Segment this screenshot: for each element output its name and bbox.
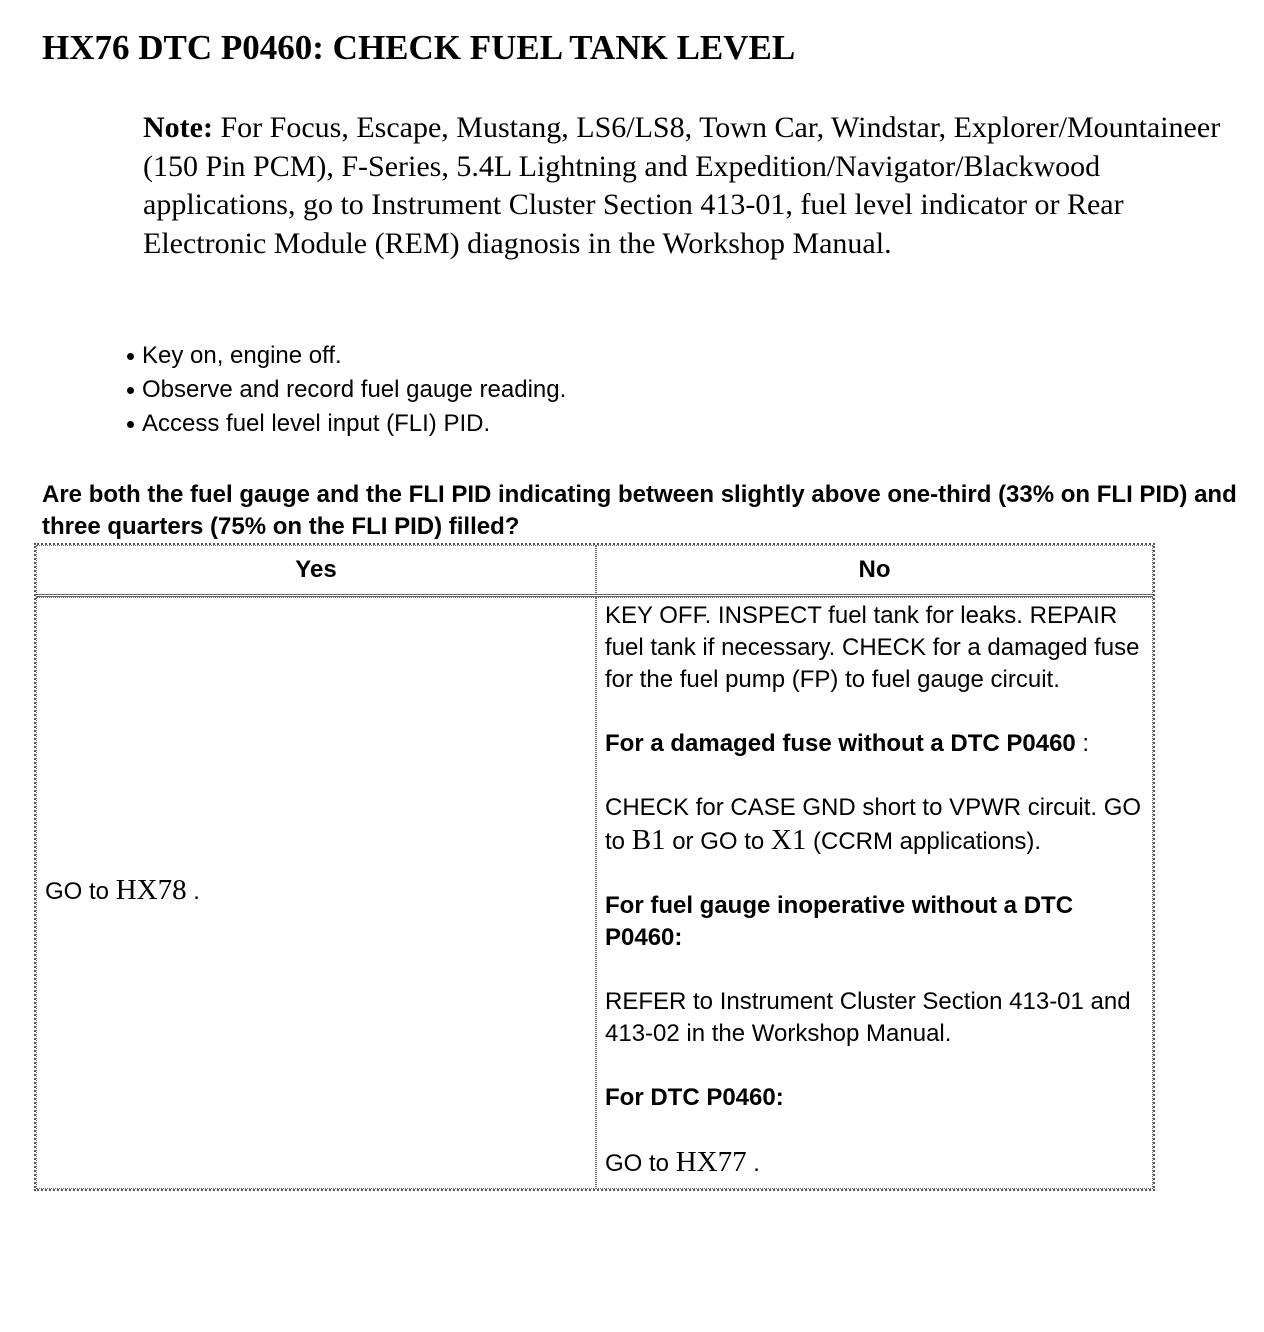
table-row bbox=[36, 597, 1153, 1189]
condition-suffix: : bbox=[1075, 730, 1090, 757]
no-step-inspect: KEY OFF. INSPECT fuel tank for leaks. REPAIR fuel tank if necessary. CHECK for a damaged fuse for the fuel pump (FP) to fuel gauge circuit. bbox=[605, 602, 1140, 693]
note-paragraph bbox=[143, 109, 1233, 263]
bullet-icon bbox=[127, 387, 134, 394]
no-step-refer: REFER to Instrument Cluster Section 413-01 and 413-02 in the Workshop Manual. bbox=[605, 988, 1131, 1047]
diagnostic-question: Are both the fuel gauge and the FLI PID indicating between slightly above one-third (33% on FLI PID) and three quarters (75% on the FLI PID) filled? bbox=[42, 481, 1237, 540]
page-title: HX76 DTC P0460: CHECK FUEL TANK LEVEL bbox=[42, 28, 796, 67]
step-text: (CCRM applications). bbox=[806, 828, 1042, 855]
answer-table bbox=[34, 543, 1155, 1191]
step-list bbox=[124, 339, 566, 441]
yes-header: Yes bbox=[36, 545, 596, 597]
step-text: Key on, engine off. bbox=[142, 342, 342, 369]
list-item bbox=[124, 373, 566, 407]
step-text: GO to bbox=[605, 1150, 676, 1177]
no-cell bbox=[596, 597, 1153, 1189]
note-label: Note: bbox=[143, 111, 213, 144]
table-header-row bbox=[36, 545, 1153, 597]
yes-suffix: . bbox=[186, 878, 200, 905]
no-step-check-short bbox=[605, 792, 1144, 858]
bullet-icon bbox=[127, 353, 134, 360]
note-text: For Focus, Escape, Mustang, LS6/LS8, Town Car, Windstar, Explorer/Mountaineer (150 Pin PCM), F-Series, 5.4L Lightning and Expedition/Navigator/Blackwood applications, go to Instrument Cluster Section 413-01, fuel level indicator or Rear Electronic Module (REM) diagnosis in the Workshop Manual. bbox=[143, 111, 1221, 260]
no-step-goto bbox=[605, 1146, 1144, 1180]
link-x1[interactable]: X1 bbox=[770, 824, 807, 856]
yes-text: GO to bbox=[45, 878, 116, 905]
yes-cell bbox=[36, 597, 596, 1189]
condition-gauge-inoperative: For fuel gauge inoperative without a DTC P0460: bbox=[605, 892, 1074, 951]
step-text: Access fuel level input (FLI) PID. bbox=[142, 410, 491, 437]
bullet-icon bbox=[127, 421, 134, 428]
link-hx78[interactable]: HX78 bbox=[115, 874, 187, 906]
link-hx77[interactable]: HX77 bbox=[675, 1146, 747, 1178]
no-header: No bbox=[596, 545, 1153, 597]
condition-heading: For a damaged fuse without a DTC P0460 bbox=[605, 730, 1076, 757]
step-suffix: . bbox=[746, 1150, 760, 1177]
step-text: or GO to bbox=[665, 828, 771, 855]
step-text: Observe and record fuel gauge reading. bbox=[142, 376, 567, 403]
step-text: CHECK for CASE GND short to VPWR circuit. GO to bbox=[605, 794, 1142, 855]
list-item bbox=[124, 339, 566, 373]
condition-damaged-fuse bbox=[605, 728, 1144, 760]
list-item bbox=[124, 407, 566, 441]
condition-dtc-p0460: For DTC P0460: bbox=[605, 1084, 784, 1111]
link-b1[interactable]: B1 bbox=[631, 824, 666, 856]
